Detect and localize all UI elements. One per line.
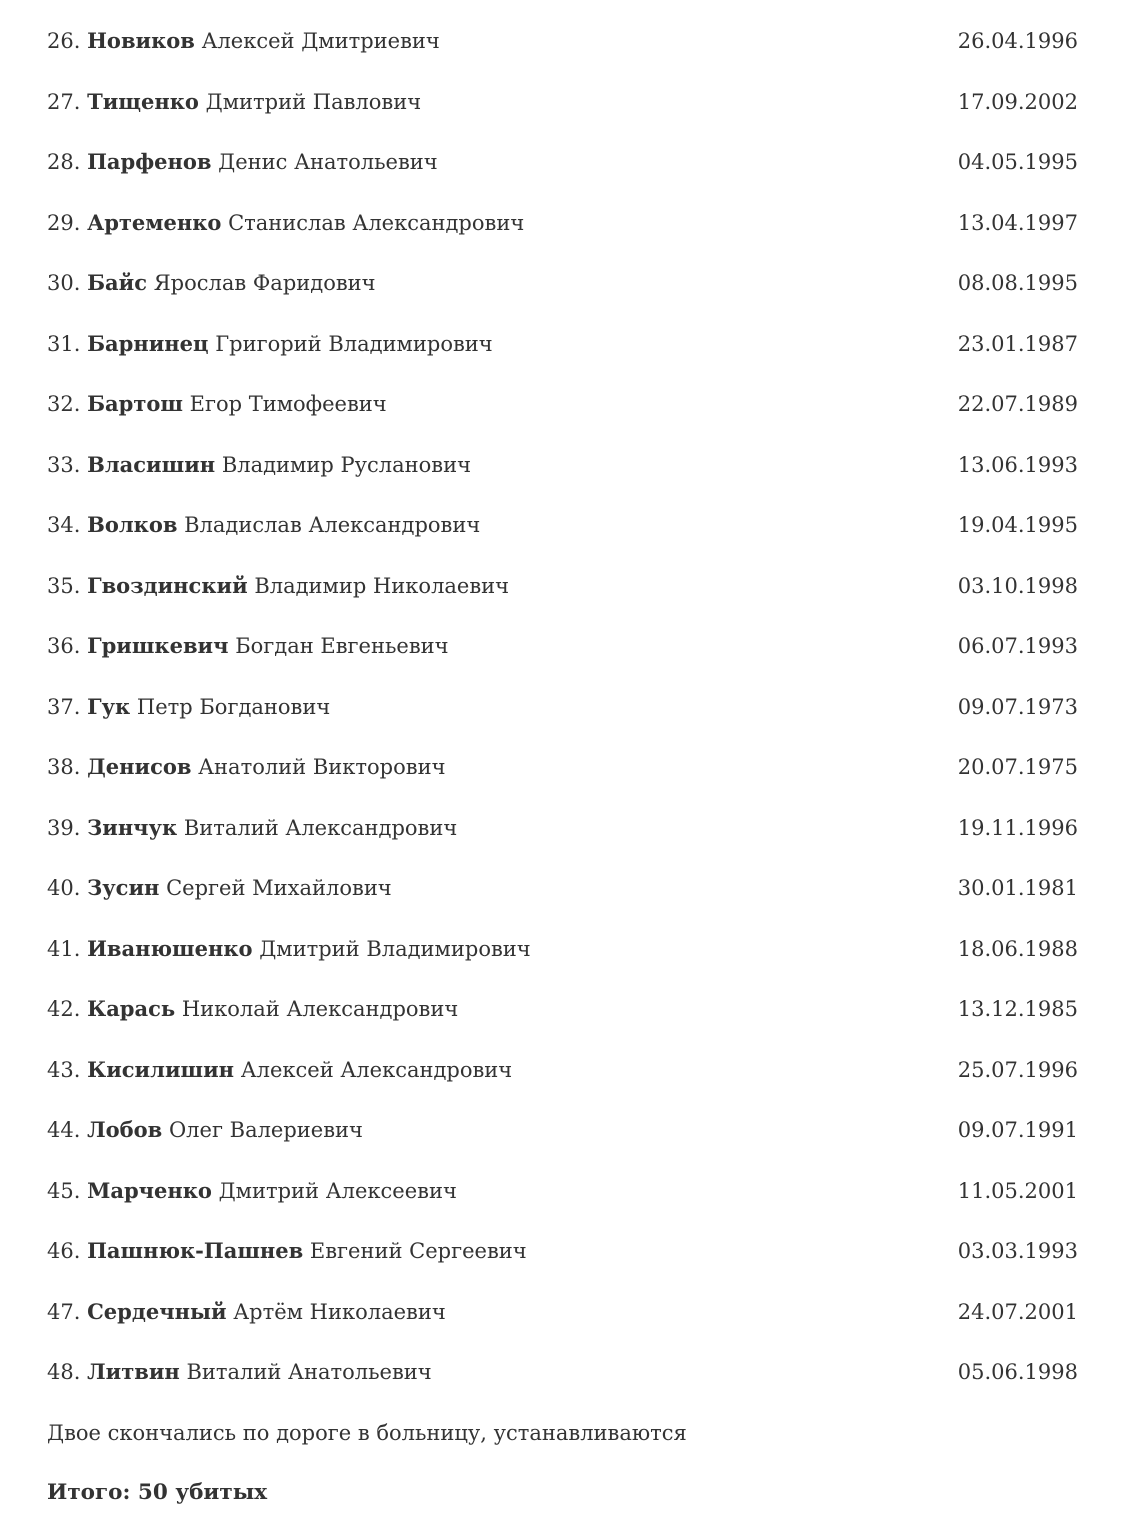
list-item <box>47 1221 1078 1282</box>
list-item <box>47 1161 1078 1222</box>
item-number: 39. <box>47 815 81 840</box>
item-birthdate: 03.03.1993 <box>957 1239 1078 1263</box>
item-given-names: Евгений Сергеевич <box>309 1239 527 1263</box>
item-number: 36. <box>47 634 81 658</box>
item-surname: Парфенов <box>87 149 212 174</box>
item-number: 31. <box>47 331 81 356</box>
item-surname: Зинчук <box>87 814 178 840</box>
list-item-text <box>47 374 938 435</box>
item-given-names: Владимир Русланович <box>221 452 471 477</box>
item-surname: Барнинец <box>87 330 209 356</box>
list-item-text <box>47 1161 938 1222</box>
item-given-names: Григорий Владимирович <box>215 331 493 356</box>
item-given-names: Ярослав Фаридович <box>153 271 376 295</box>
item-surname: Байс <box>87 270 148 295</box>
item-surname: Артеменко <box>87 209 222 235</box>
item-birthdate: 24.07.2001 <box>957 1299 1078 1324</box>
item-surname: Сердечный <box>87 1298 227 1324</box>
item-surname: Гвоздинский <box>87 572 248 598</box>
item-given-names: Петр Богданович <box>136 694 331 719</box>
list-item-text <box>47 1040 938 1101</box>
total-line: Итого: 50 убитых <box>47 1480 268 1505</box>
item-given-names: Владислав Александрович <box>184 513 481 537</box>
note-line: Двое скончались по дороге в больницу, устанавливаются <box>47 1420 687 1445</box>
list-item-text <box>47 495 938 556</box>
list-item-text <box>47 677 938 738</box>
list-item <box>47 677 1078 738</box>
item-given-names: Дмитрий Алексеевич <box>218 1178 457 1203</box>
list-item <box>47 858 1078 919</box>
item-number: 26. <box>47 29 81 53</box>
item-birthdate: 08.08.1995 <box>957 271 1078 295</box>
list-item-text <box>47 193 938 254</box>
item-birthdate: 09.07.1973 <box>957 694 1078 719</box>
item-surname: Гук <box>87 693 131 719</box>
item-number: 35. <box>47 573 81 598</box>
item-given-names: Олег Валериевич <box>168 1118 363 1142</box>
list-item-text <box>47 1282 938 1343</box>
item-birthdate: 18.06.1988 <box>957 936 1078 961</box>
item-number: 48. <box>47 1360 81 1384</box>
item-number: 43. <box>47 1057 81 1082</box>
victims-list <box>47 11 1078 1403</box>
item-birthdate: 19.04.1995 <box>957 513 1078 537</box>
list-item-text <box>47 314 938 375</box>
item-number: 27. <box>47 89 81 114</box>
list-item-text <box>47 737 938 798</box>
item-given-names: Дмитрий Павлович <box>205 89 422 114</box>
item-number: 32. <box>47 392 81 416</box>
item-number: 28. <box>47 150 81 174</box>
list-item <box>47 374 1078 435</box>
list-item-text <box>47 858 938 919</box>
item-birthdate: 13.12.1985 <box>957 997 1078 1021</box>
list-item-text <box>47 1221 938 1282</box>
item-number: 38. <box>47 755 81 779</box>
list-item-text <box>47 435 938 496</box>
list-item-text <box>47 919 938 980</box>
list-item-text <box>47 979 938 1040</box>
list-item <box>47 72 1078 133</box>
list-item <box>47 1342 1078 1403</box>
list-item-text <box>47 11 938 72</box>
item-given-names: Станислав Александрович <box>228 210 525 235</box>
item-surname: Иванюшенко <box>87 935 253 961</box>
item-surname: Денисов <box>87 754 192 779</box>
item-number: 34. <box>47 513 81 537</box>
item-birthdate: 09.07.1991 <box>957 1118 1078 1142</box>
item-birthdate: 23.01.1987 <box>957 331 1078 356</box>
list-item-text <box>47 616 938 677</box>
item-birthdate: 25.07.1996 <box>957 1057 1078 1082</box>
list-item <box>47 556 1078 617</box>
list-item-text <box>47 253 938 314</box>
item-number: 44. <box>47 1118 81 1142</box>
item-given-names: Егор Тимофеевич <box>189 392 387 416</box>
list-item <box>47 253 1078 314</box>
item-surname: Кисилишин <box>87 1056 235 1082</box>
item-surname: Власишин <box>87 451 216 477</box>
item-number: 47. <box>47 1299 81 1324</box>
item-given-names: Анатолий Викторович <box>198 755 446 779</box>
item-given-names: Артём Николаевич <box>233 1299 446 1324</box>
item-surname: Тищенко <box>87 88 199 114</box>
item-birthdate: 05.06.1998 <box>957 1360 1078 1384</box>
list-item-text <box>47 132 938 193</box>
list-item <box>47 1040 1078 1101</box>
item-birthdate: 06.07.1993 <box>957 634 1078 658</box>
item-given-names: Алексей Дмитриевич <box>201 29 440 53</box>
item-given-names: Владимир Николаевич <box>254 573 510 598</box>
item-number: 30. <box>47 271 81 295</box>
item-given-names: Богдан Евгеньевич <box>235 634 449 658</box>
list-item <box>47 1282 1078 1343</box>
item-birthdate: 20.07.1975 <box>957 755 1078 779</box>
item-surname: Пашнюк-Пашнев <box>87 1238 304 1263</box>
item-surname: Литвин <box>87 1359 180 1384</box>
item-surname: Марченко <box>87 1177 212 1203</box>
list-item-text <box>47 798 938 859</box>
item-birthdate: 04.05.1995 <box>957 150 1078 174</box>
list-item-text <box>47 1342 938 1403</box>
item-surname: Зусин <box>87 875 160 900</box>
item-number: 37. <box>47 694 81 719</box>
item-given-names: Денис Анатольевич <box>218 150 438 174</box>
item-surname: Гришкевич <box>87 633 229 658</box>
item-given-names: Виталий Анатольевич <box>186 1360 432 1384</box>
item-given-names: Сергей Михайлович <box>166 876 392 900</box>
list-item <box>47 919 1078 980</box>
list-item-text <box>47 556 938 617</box>
item-given-names: Дмитрий Владимирович <box>259 936 531 961</box>
list-item <box>47 11 1078 72</box>
list-item <box>47 495 1078 556</box>
item-number: 42. <box>47 997 81 1021</box>
item-number: 41. <box>47 936 81 961</box>
item-number: 40. <box>47 876 81 900</box>
item-birthdate: 26.04.1996 <box>957 29 1078 53</box>
item-surname: Бартош <box>87 391 183 416</box>
item-number: 33. <box>47 452 81 477</box>
item-surname: Волков <box>87 512 178 537</box>
list-item <box>47 798 1078 859</box>
list-item <box>47 1100 1078 1161</box>
item-birthdate: 30.01.1981 <box>957 876 1078 900</box>
list-item-text <box>47 72 938 133</box>
item-birthdate: 13.06.1993 <box>957 452 1078 477</box>
item-surname: Карась <box>87 996 176 1021</box>
item-birthdate: 11.05.2001 <box>957 1178 1078 1203</box>
list-item <box>47 616 1078 677</box>
item-number: 45. <box>47 1178 81 1203</box>
list-item <box>47 193 1078 254</box>
list-item <box>47 737 1078 798</box>
item-birthdate: 22.07.1989 <box>957 392 1078 416</box>
item-surname: Лобов <box>87 1117 163 1142</box>
list-item-text <box>47 1100 938 1161</box>
item-given-names: Николай Александрович <box>181 997 459 1021</box>
item-birthdate: 19.11.1996 <box>957 815 1078 840</box>
item-birthdate: 13.04.1997 <box>957 210 1078 235</box>
item-birthdate: 17.09.2002 <box>957 89 1078 114</box>
list-item <box>47 132 1078 193</box>
list-item <box>47 435 1078 496</box>
item-number: 46. <box>47 1239 81 1263</box>
list-item <box>47 979 1078 1040</box>
item-birthdate: 03.10.1998 <box>957 573 1078 598</box>
item-surname: Новиков <box>87 28 195 53</box>
list-item <box>47 314 1078 375</box>
item-given-names: Алексей Александрович <box>240 1057 513 1082</box>
item-number: 29. <box>47 210 81 235</box>
item-given-names: Виталий Александрович <box>183 815 458 840</box>
